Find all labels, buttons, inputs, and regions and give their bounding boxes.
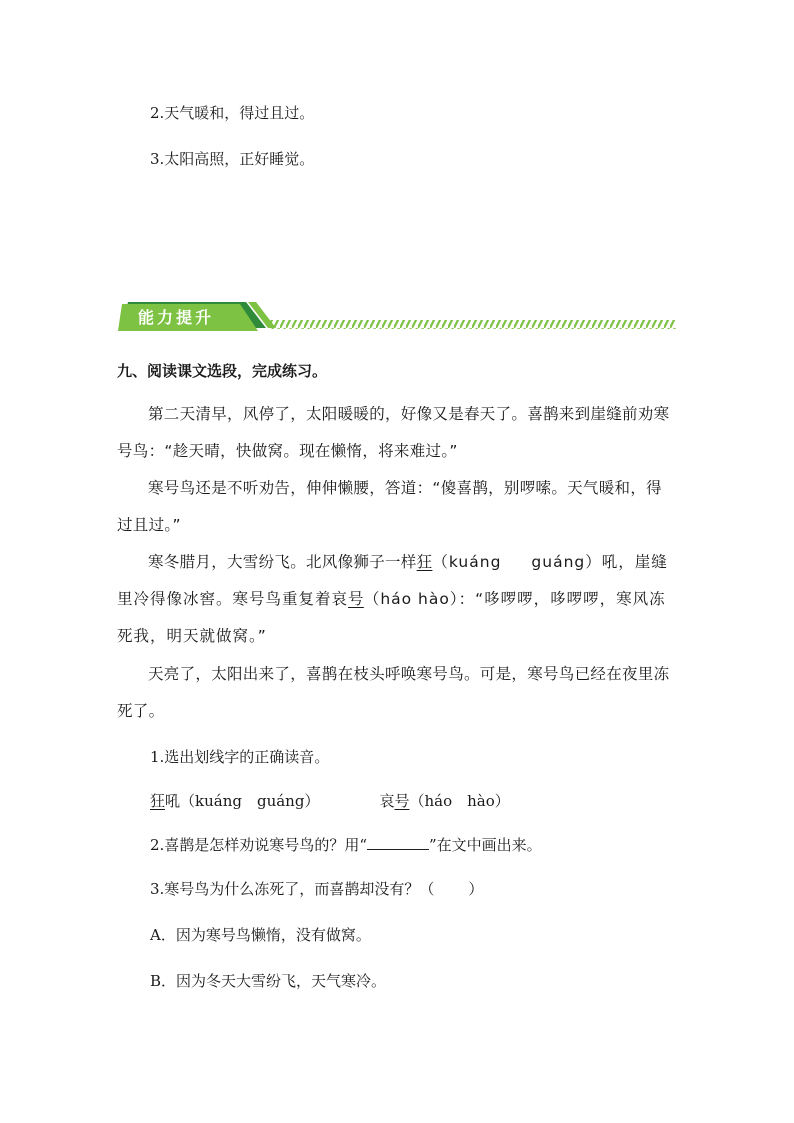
choice-option: A．因为寒号鸟懒惰，没有做窝。 — [150, 926, 371, 944]
list-item: 3.太阳高照，正好睡觉。 — [150, 150, 315, 168]
banner-title: 能力提升 — [138, 308, 215, 327]
sub-question: 2.喜鹊是怎样劝说寒号鸟的？用“ ”在文中画出来。 — [150, 836, 542, 854]
sub-question: 3.寒号鸟为什么冻死了，而喜鹊却没有？（ ） — [150, 880, 484, 898]
choice-option: B．因为冬天大雪纷飞，天气寒冷。 — [150, 972, 387, 990]
answer-blank — [367, 837, 429, 850]
passage-paragraph: 第二天清早，风停了，太阳暖暖的，好像又是春天了。喜鹊来到崖缝前劝寒号鸟：“趁天晴，快做窝。现在懒惰，将来难过。” — [117, 405, 670, 460]
passage-paragraph: 寒号鸟还是不听劝告，伸伸懒腰，答道：“傻喜鹊，别啰嗦。天气暖和，得过且过。” — [117, 479, 662, 534]
pinyin-options: 狂吼（kuáng guáng） 哀号（háo hào） — [150, 792, 510, 810]
list-item: 2.天气暖和，得过且过。 — [150, 104, 315, 122]
passage-paragraph: 天亮了，太阳出来了，喜鹊在枝头呼唤寒号鸟。可是，寒号鸟已经在夜里冻死了。 — [117, 665, 670, 720]
passage-paragraph: 寒冬腊月，大雪纷飞。北风像狮子一样狂（kuáng guáng）吼，崖缝里冷得像冰窖。寒号鸟重复着哀号（háo hào）：“哆啰啰，哆啰啰，寒风冻死我，明天就做窝。” — [117, 553, 668, 645]
question-heading: 九、阅读课文选段，完成练习。 — [117, 362, 328, 380]
sub-question: 1.选出划线字的正确读音。 — [150, 748, 330, 766]
